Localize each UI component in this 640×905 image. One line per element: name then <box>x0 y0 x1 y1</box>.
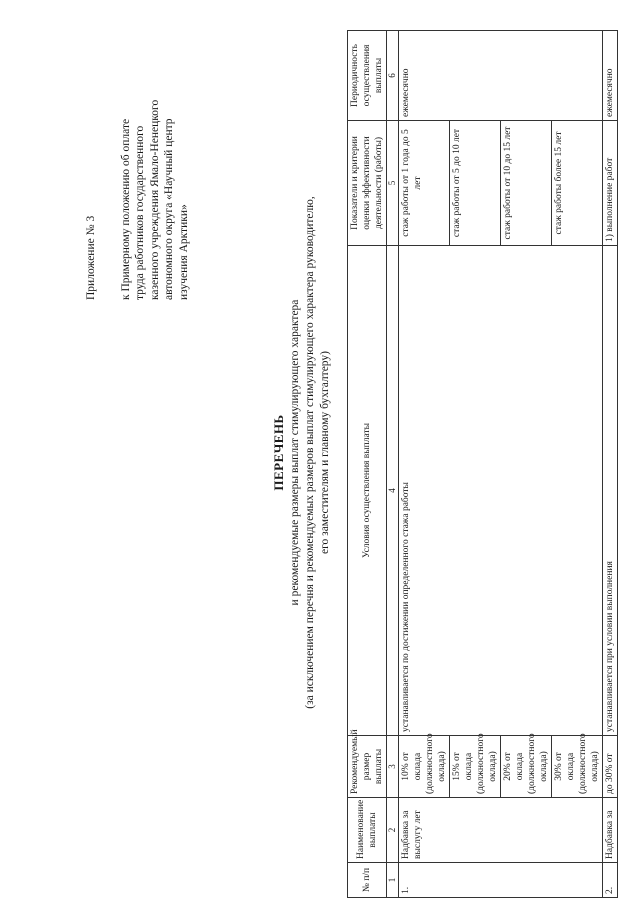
payment-criteria: 1) выполнение работ <box>603 121 618 246</box>
column-number: 2 <box>387 798 399 863</box>
row-number: 2. <box>603 863 618 898</box>
appendix-line: к Примерному положению об оплате <box>119 118 132 300</box>
document-subtitle-note: его заместителям и главному бухгалтеру) <box>319 351 331 554</box>
document-heading: ПЕРЕЧЕНЬ <box>271 414 286 491</box>
header-cell: № п/п <box>348 863 387 898</box>
column-number: 1 <box>387 863 399 898</box>
header-cell: Показатели и критерии оценки эффективности деятельности (работы) <box>348 121 387 246</box>
payment-condition: устанавливается по достижении определенного стажа работы <box>399 246 603 736</box>
payment-condition: устанавливается при условии выполнения <box>603 246 618 736</box>
payment-criteria: стаж работы более 15 лет <box>552 121 603 246</box>
table-row <box>603 31 618 898</box>
appendix-block <box>84 50 191 300</box>
payment-size: 10% от оклада (должностного оклада) <box>399 736 450 798</box>
column-number: 3 <box>387 736 399 798</box>
appendix-line: казенного учреждения Ямало-Ненецкого <box>148 99 161 300</box>
table-header-row <box>348 31 387 898</box>
header-cell: Периодичность осуществления выплаты <box>348 31 387 121</box>
table-row <box>399 31 450 898</box>
payment-criteria: стаж работы от 5 до 10 лет <box>450 121 501 246</box>
header-cell: Условия осуществления выплаты <box>348 246 387 736</box>
payment-name: Надбавка за выслугу лет <box>399 798 603 863</box>
payment-periodicity: ежемесячно <box>603 31 618 121</box>
payment-size: до 30% от <box>603 736 618 798</box>
appendix-number: Приложение № 3 <box>85 215 97 300</box>
payment-name: Надбавка за <box>603 798 618 863</box>
payment-size: 30% от оклада (должностного оклада) <box>552 736 603 798</box>
payment-size: 15% от оклада (должностного оклада) <box>450 736 501 798</box>
column-number-row <box>387 31 399 898</box>
row-number: 1. <box>399 863 603 898</box>
appendix-line: изучения Арктики» <box>177 204 190 300</box>
payment-size: 20% от оклада (должностного оклада) <box>501 736 552 798</box>
payment-periodicity: ежемесячно <box>399 31 603 121</box>
payment-criteria: стаж работы от 1 года до 5 лет <box>399 121 450 246</box>
payment-criteria: стаж работы от 10 до 15 лет <box>501 121 552 246</box>
column-number: 5 <box>387 121 399 246</box>
column-number: 4 <box>387 246 399 736</box>
appendix-line: автономного округа «Научный центр <box>163 118 175 300</box>
document-subtitle: и рекомендуемые размеры выплат стимулирующего характера <box>289 299 301 606</box>
payments-table <box>347 30 618 898</box>
column-number: 6 <box>387 31 399 121</box>
header-cell: Наименование выплаты <box>348 798 387 863</box>
header-cell: Рекомендуемый размер выплаты <box>348 736 387 798</box>
document-subtitle-note: (за исключением перечня и рекомендуемых размеров выплат стимулирующего характера руководителю, <box>304 196 316 709</box>
appendix-line: труда работников государственного <box>134 125 146 300</box>
